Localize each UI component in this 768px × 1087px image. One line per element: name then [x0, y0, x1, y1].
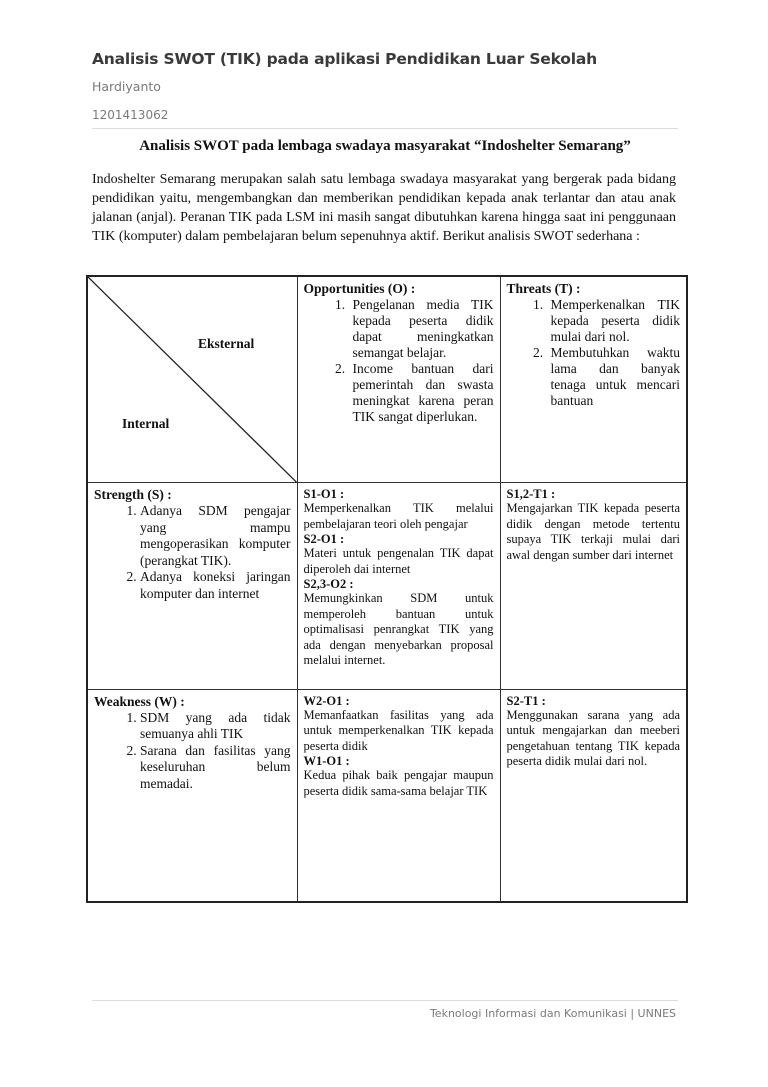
- opportunities-list: [304, 297, 494, 425]
- diagonal-divider: [88, 277, 297, 482]
- wt-strategy-cell: [500, 689, 687, 902]
- document-title: Analisis SWOT (TIK) pada aplikasi Pendidikan Luar Sekolah: [92, 50, 597, 68]
- strategy-code: W1-O1 :: [303, 754, 350, 769]
- strategy-text: Memungkinkan SDM untuk memperoleh bantuan untuk optimalisasi penrangkat TIK yang ada dengan menyebarkan proposal melalui internet.: [303, 591, 494, 668]
- weakness-title: Weakness (W) :: [94, 693, 185, 709]
- opportunities-cell: [297, 276, 500, 483]
- weakness-cell: [87, 689, 297, 902]
- strategy-code: S2-T1 :: [506, 693, 546, 708]
- strategy-text: Memperkenalkan TIK melalui pembelajaran teori oleh pengajar: [303, 501, 494, 531]
- weakness-list: [94, 710, 291, 793]
- strategy-text: Kedua pihak baik pengajar maupun peserta didik sama-sama belajar TIK: [303, 768, 494, 798]
- page-footer: Teknologi Informasi dan Komunikasi | UNNES: [429, 1007, 676, 1020]
- header-divider: [92, 128, 678, 129]
- intro-paragraph: Indoshelter Semarang merupakan salah satu lembaga swadaya masyarakat yang bergerak pada bidang pendidikan yaitu, mengembangkan dan memberikan pendidikan kepada anak terlantar dan atau anak jalanan (anjal). Peranan TIK pada LSM ini masih sangat dibutuhkan karena hingga saat ini penggunaan TIK (komputer) dalam pembelajaran belum sepenuhnya aktif. Berikut analisis SWOT sederhana :: [92, 172, 676, 244]
- so-strategy-cell: [297, 483, 500, 690]
- internal-label: Internal: [122, 416, 170, 431]
- st-strategy-cell: [500, 483, 687, 690]
- strategy-code: S1,2-T1 :: [506, 487, 556, 502]
- footer-divider: [92, 1000, 678, 1001]
- strategy-code: S1-O1 :: [303, 487, 345, 502]
- list-item: 1. Pengelanan media TIK kepada peserta didik dapat meningkatkan semangat belajar.: [349, 297, 494, 361]
- strategy-text: Mengajarkan TIK kepada peserta didik dengan metode tertentu supaya TIK terkaji mulai dari awal dengan sumber dari internet: [506, 501, 680, 562]
- opportunities-title: Opportunities (O) :: [303, 281, 416, 296]
- list-item: 2. Income bantuan dari pemerintah dan swasta meningkat karena peran TIK sangat diperlukan.: [349, 361, 494, 425]
- strategy-text: Materi untuk pengenalan TIK dapat diperoleh dai internet: [303, 546, 494, 576]
- swot-corner-cell: [87, 276, 297, 483]
- wo-strategy-cell: [297, 689, 500, 902]
- swot-table: [86, 275, 688, 903]
- strategy-text: Menggunakan sarana yang ada untuk mengajarkan dan meeberi pengetahuan tentang TIK kepada peserta didik mulai dari nol.: [506, 707, 680, 769]
- strategy-code: S2-O1 :: [303, 532, 345, 547]
- list-item: 2. Membutuhkan waktu lama dan banyak tenaga untuk mencari bantuan: [547, 345, 681, 409]
- list-item: 1. Adanya SDM pengajar yang mampu mengoperasikan komputer (perangkat TIK).: [140, 503, 291, 569]
- strength-title: Strength (S) :: [94, 487, 172, 503]
- threats-list: [507, 297, 681, 409]
- external-label: Eksternal: [198, 336, 255, 351]
- threats-title: Threats (T) :: [506, 281, 581, 296]
- strength-cell: [87, 483, 297, 690]
- swot-row-strength: [87, 483, 687, 690]
- list-item: 2. Adanya koneksi jaringan komputer dan internet: [140, 569, 291, 602]
- strategy-code: S2,3-O2 :: [303, 577, 354, 592]
- strength-list: [94, 503, 291, 602]
- strategy-text: Memanfaatkan fasilitas yang ada untuk memperkenalkan TIK kepada peserta didik: [303, 707, 494, 753]
- list-item: 1. Memperkenalkan TIK kepada peserta didik mulai dari nol.: [547, 297, 681, 345]
- list-item: 1. SDM yang ada tidak semuanya ahli TIK: [140, 710, 291, 743]
- swot-row-external: [87, 276, 687, 483]
- swot-row-weakness: [87, 689, 687, 902]
- student-number: 1201413062: [92, 108, 169, 122]
- list-item: 2. Sarana dan fasilitas yang keseluruhan belum memadai.: [140, 743, 291, 793]
- section-heading: Analisis SWOT pada lembaga swadaya masyarakat “Indoshelter Semarang”: [139, 138, 631, 154]
- threats-cell: [500, 276, 687, 483]
- author-name: Hardiyanto: [92, 79, 161, 94]
- strategy-code: W2-O1 :: [303, 693, 350, 708]
